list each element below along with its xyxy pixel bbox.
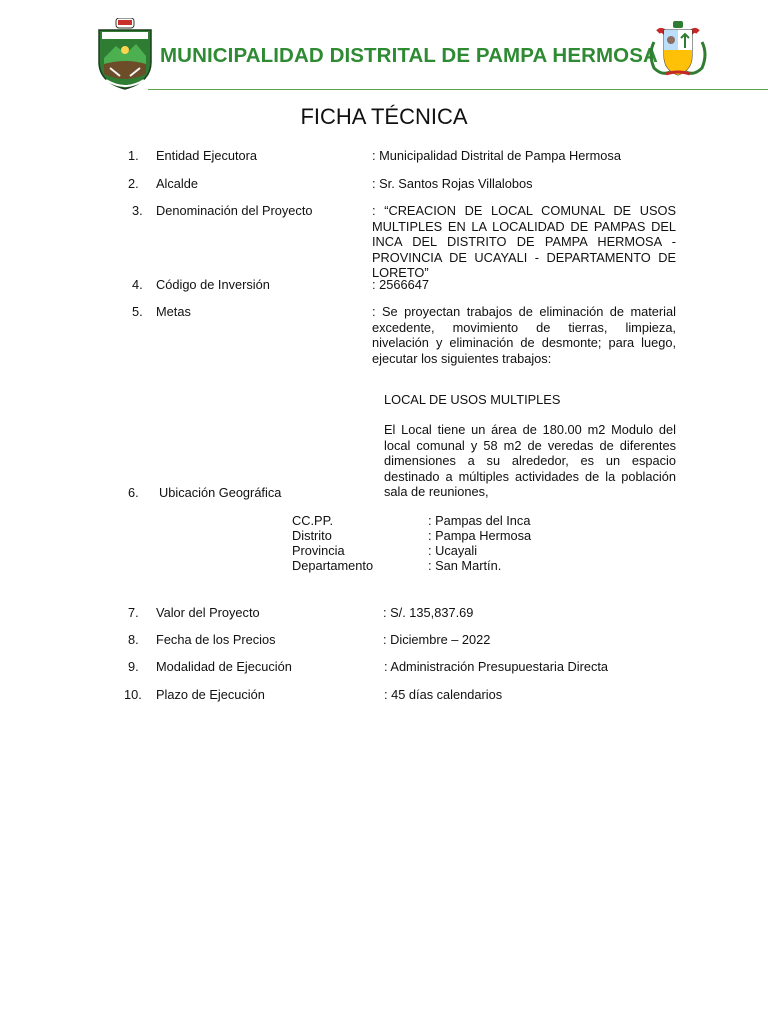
item-2-value: : Sr. Santos Rojas Villalobos <box>372 176 533 191</box>
ubicacion-value-provincia: : Ucayali <box>428 543 478 558</box>
metas-heading: LOCAL DE USOS MULTIPLES <box>384 392 561 407</box>
item-1-label: Entidad Ejecutora <box>156 148 258 163</box>
item-9-value: : Administración Presupuestaria Directa <box>384 659 609 674</box>
item-8-value: : Diciembre – 2022 <box>383 632 491 647</box>
header-divider <box>148 89 768 90</box>
item-4-value: : 2566647 <box>372 277 429 292</box>
ubicacion-label-distrito: Distrito <box>292 528 332 543</box>
document-title: FICHA TÉCNICA <box>300 104 468 129</box>
item-3-label: Denominación del Proyecto <box>156 203 313 218</box>
item-10-number: 10. <box>124 687 142 702</box>
item-10-label: Plazo de Ejecución <box>156 687 265 702</box>
item-1-number: 1. <box>128 148 139 163</box>
ubicacion-value-ccpp: : Pampas del Inca <box>428 513 531 528</box>
item-5-number: 5. <box>132 304 143 319</box>
ubicacion-label-departamento: Departamento <box>292 558 374 573</box>
item-1-value: : Municipalidad Distrital de Pampa Hermosa <box>372 148 621 163</box>
ubicacion-value-distrito: : Pampa Hermosa <box>428 528 532 543</box>
peru-coat-of-arms-logo <box>648 20 708 78</box>
item-7-value: : S/. 135,837.69 <box>383 605 474 620</box>
item-5-value: : Se proyectan trabajos de eliminación de material excedente, movimiento de tierras, limpieza, nivelación y eliminación de desmonte; para luego, ejecutar los siguientes trabajos: <box>372 304 676 366</box>
page-header <box>0 0 768 92</box>
item-4-number: 4. <box>132 277 143 292</box>
item-7-label: Valor del Proyecto <box>156 605 260 620</box>
item-8-label: Fecha de los Precios <box>156 632 276 647</box>
metas-paragraph: El Local tiene un área de 180.00 m2 Modulo del local comunal y 58 m2 de veredas de diferentes dimensiones a su alrededor, es un espacio destinado a múltiples actividades de la población sala de reuniones, <box>384 422 676 499</box>
ubicacion-label-ccpp: CC.PP. <box>292 513 334 528</box>
item-6-label: Ubicación Geográfica <box>159 485 282 500</box>
ubicacion-label-provincia: Provincia <box>292 543 345 558</box>
item-10-value: : 45 días calendarios <box>384 687 503 702</box>
item-9-label: Modalidad de Ejecución <box>156 659 292 674</box>
item-6-number: 6. <box>128 485 139 500</box>
item-3-number: 3. <box>132 203 143 218</box>
ubicacion-value-departamento: : San Martín. <box>428 558 502 573</box>
municipal-shield-logo <box>96 18 154 90</box>
item-8-number: 8. <box>128 632 139 647</box>
item-9-number: 9. <box>128 659 139 674</box>
item-3-value: : “CREACION DE LOCAL COMUNAL DE USOS MULTIPLES EN LA LOCALIDAD DE PAMPAS DEL INCA DEL DISTRITO DE PAMPA HERMOSA - PROVINCIA DE UCAYALI - DEPARTAMENTO DE LORETO” <box>372 203 676 280</box>
item-2-label: Alcalde <box>156 176 198 191</box>
item-7-number: 7. <box>128 605 139 620</box>
item-4-label: Código de Inversión <box>156 277 270 292</box>
item-2-number: 2. <box>128 176 139 191</box>
item-5-label: Metas <box>156 304 191 319</box>
municipality-title: MUNICIPALIDAD DISTRITAL DE PAMPA HERMOSA <box>160 44 658 67</box>
